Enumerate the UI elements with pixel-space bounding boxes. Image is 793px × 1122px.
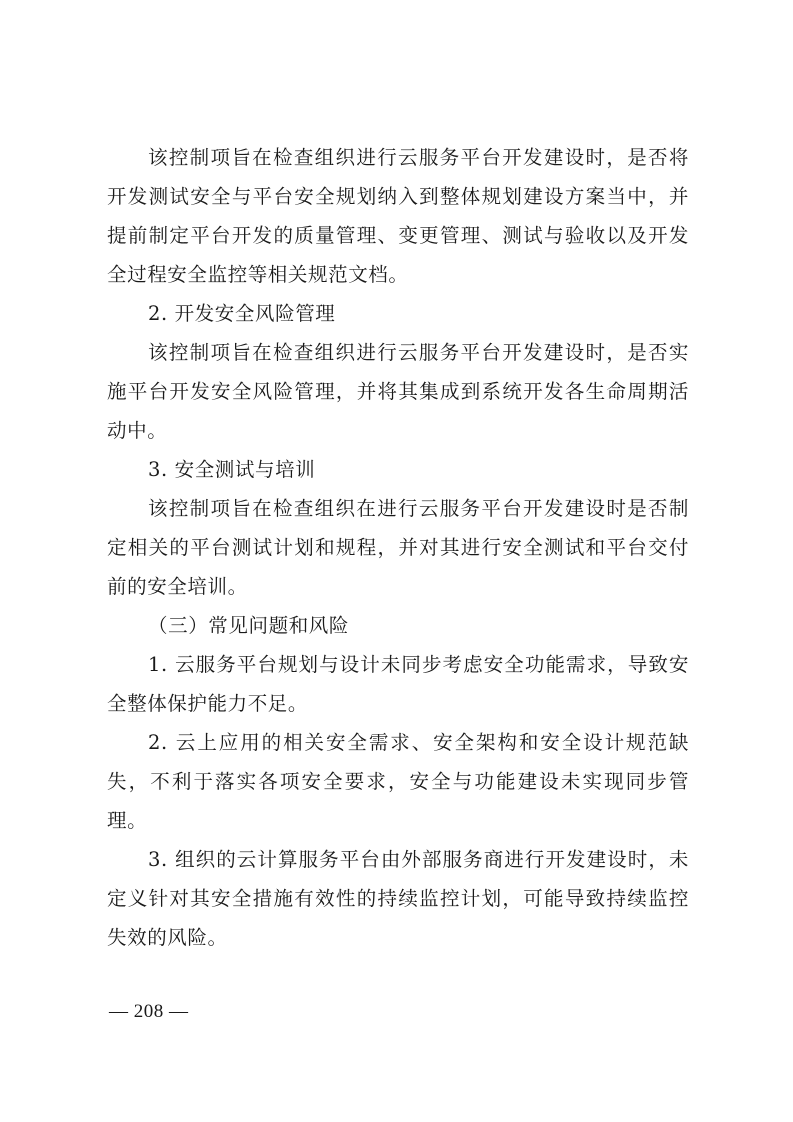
paragraph-risk-management: 该控制项旨在检查组织进行云服务平台开发建设时，是否实施平台开发安全风险管理，并将其集成到系统开发各生命周期活动中。 (107, 341, 689, 442)
paragraph-issue-2: 2. 云上应用的相关安全需求、安全架构和安全设计规范缺失，不利于落实各项安全要求，安全与功能建设未实现同步管理。 (107, 731, 689, 832)
paragraph-intro: 该控制项旨在检查组织进行云服务平台开发建设时，是否将开发测试安全与平台安全规划纳入到整体规划建设方案当中，并提前制定平台开发的质量管理、变更管理、测试与验收以及开发全过程安全监控等相关规范文档。 (107, 146, 689, 286)
document-body (107, 138, 689, 957)
section-heading-common-issues: （三）常见问题和风险 (148, 614, 350, 637)
section-heading-risk-management: 2. 开发安全风险管理 (148, 302, 336, 325)
section-heading-testing-training: 3. 安全测试与培训 (148, 458, 316, 481)
page-number: — 208 — (109, 1001, 189, 1022)
paragraph-testing-training: 该控制项旨在检查组织在进行云服务平台开发建设时是否制定相关的平台测试计划和规程，并对其进行安全测试和平台交付前的安全培训。 (107, 497, 689, 598)
paragraph-issue-1: 1. 云服务平台规划与设计未同步考虑安全功能需求，导致安全整体保护能力不足。 (107, 653, 689, 715)
paragraph-issue-3: 3. 组织的云计算服务平台由外部服务商进行开发建设时，未定义针对其安全措施有效性的持续监控计划，可能导致持续监控失效的风险。 (107, 848, 689, 949)
